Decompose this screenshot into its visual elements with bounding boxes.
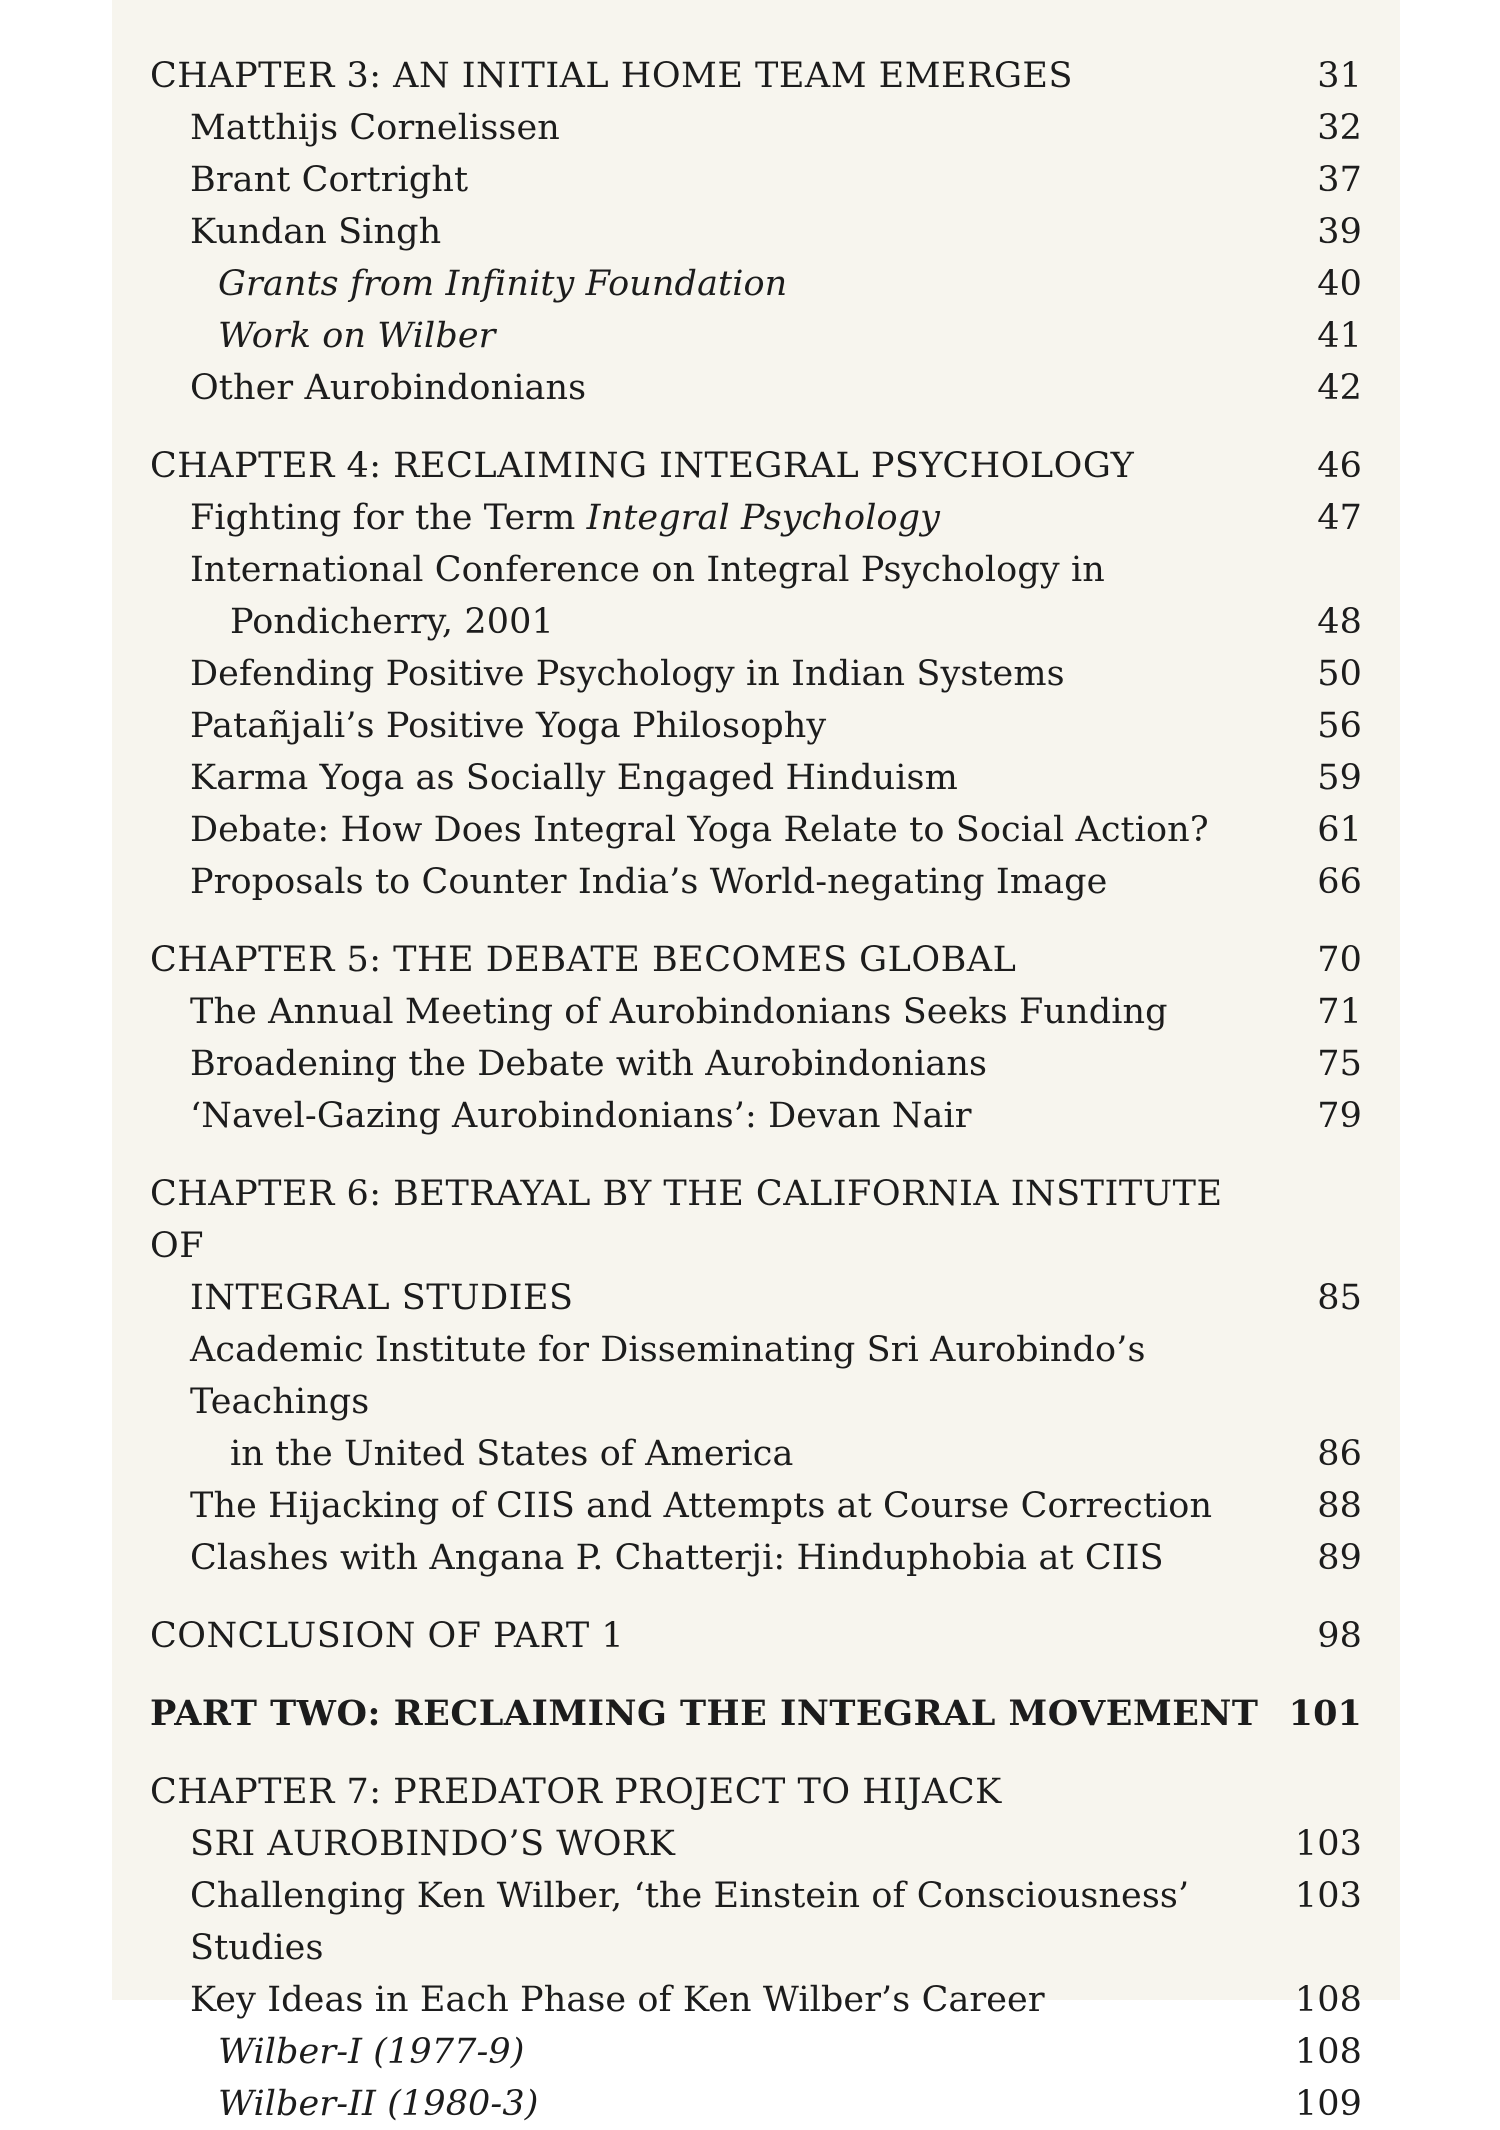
toc-subitem[interactable] <box>150 2078 1362 2130</box>
toc-item-line2[interactable] <box>150 596 1362 648</box>
item-title: The Annual Meeting of Aurobindonians Seeks Funding <box>190 992 1168 1032</box>
item-title: Academic Institute for Disseminating Sri Aurobindo’s Teachings <box>190 1330 1146 1422</box>
toc-item[interactable] <box>150 856 1362 908</box>
toc-item[interactable] <box>150 752 1362 804</box>
page-number: 86 <box>1317 1434 1362 1474</box>
item-title: Debate: How Does Integral Yoga Relate to Social Action? <box>190 810 1209 850</box>
page-number: 47 <box>1317 498 1362 538</box>
toc-item[interactable] <box>150 1974 1362 2026</box>
page-number: 85 <box>1317 1278 1362 1318</box>
toc-chapter-4[interactable] <box>150 440 1362 492</box>
item-title: Karma Yoga as Socially Engaged Hinduism <box>190 758 958 798</box>
page-number: 101 <box>1288 1693 1362 1734</box>
toc-chapter-3[interactable] <box>150 50 1362 102</box>
item-title: Clashes with Angana P. Chatterji: Hinduphobia at CIIS <box>190 1538 1164 1578</box>
toc-part-two[interactable] <box>150 1688 1362 1740</box>
page-number: 71 <box>1317 992 1362 1032</box>
item-title: Defending Positive Psychology in Indian Systems <box>190 654 1065 694</box>
toc-item[interactable] <box>150 206 1362 258</box>
toc-item[interactable] <box>150 648 1362 700</box>
item-title: Brant Cortright <box>190 160 469 200</box>
toc-chapter-7-line1[interactable] <box>150 1766 1362 1818</box>
toc-subitem[interactable] <box>150 2026 1362 2078</box>
item-title: ‘Navel-Gazing Aurobindonians’: Devan Nair <box>190 1096 972 1136</box>
page-number: 108 <box>1294 1980 1362 2020</box>
chapter-title: CHAPTER 4: RECLAIMING INTEGRAL PSYCHOLOGY <box>150 446 1135 486</box>
toc-item[interactable] <box>150 1532 1362 1584</box>
page-number: 108 <box>1294 2032 1362 2072</box>
subitem-title: Grants from Infinity Foundation <box>218 264 788 304</box>
toc-item[interactable] <box>150 1480 1362 1532</box>
item-title-continued: in the United States of America <box>230 1434 794 1474</box>
section-gap <box>150 1740 1362 1766</box>
page-number: 61 <box>1317 810 1362 850</box>
page-number: 41 <box>1317 316 1362 356</box>
page-number: 89 <box>1317 1538 1362 1578</box>
toc-subitem[interactable] <box>150 258 1362 310</box>
table-of-contents <box>150 50 1362 2130</box>
page-number: 37 <box>1317 160 1362 200</box>
item-title-italic: Integral Psychology <box>586 498 941 538</box>
page-number: 32 <box>1317 108 1362 148</box>
toc-item-line2[interactable] <box>150 1428 1362 1480</box>
chapter-title: CHAPTER 6: BETRAYAL BY THE CALIFORNIA INSTITUTE OF <box>150 1174 1223 1266</box>
chapter-title-continued: INTEGRAL STUDIES <box>190 1278 574 1318</box>
section-gap <box>150 908 1362 934</box>
section-gap <box>150 414 1362 440</box>
item-title: Other Aurobindonians <box>190 368 587 408</box>
page-number: 109 <box>1294 2084 1362 2124</box>
subitem-title: Wilber-II (1980-3) <box>218 2084 539 2124</box>
item-title: Broadening the Debate with Aurobindonians <box>190 1044 988 1084</box>
chapter-title-continued: SRI AUROBINDO’S WORK <box>190 1824 676 1864</box>
page-number: 75 <box>1317 1044 1362 1084</box>
toc-item[interactable] <box>150 804 1362 856</box>
toc-item[interactable] <box>150 986 1362 1038</box>
toc-item[interactable] <box>150 1090 1362 1142</box>
toc-item[interactable] <box>150 1870 1362 1974</box>
subitem-title: Wilber-I (1977-9) <box>218 2032 525 2072</box>
page-number: 103 <box>1294 1824 1362 1864</box>
section-gap <box>150 1662 1362 1688</box>
section-gap <box>150 1584 1362 1610</box>
conclusion-title: CONCLUSION OF PART 1 <box>150 1616 625 1656</box>
chapter-title: CHAPTER 3: AN INITIAL HOME TEAM EMERGES <box>150 56 1073 96</box>
page-number: 79 <box>1317 1096 1362 1136</box>
toc-conclusion[interactable] <box>150 1610 1362 1662</box>
item-title: Challenging Ken Wilber, ‘the Einstein of Consciousness’ Studies <box>190 1876 1190 1968</box>
subitem-title: Work on Wilber <box>218 316 496 356</box>
toc-item[interactable] <box>150 362 1362 414</box>
page-number: 50 <box>1317 654 1362 694</box>
toc-item-line1[interactable] <box>150 544 1362 596</box>
page-number: 46 <box>1317 446 1362 486</box>
item-title-prefix: Fighting for the Term <box>190 498 587 538</box>
page-number: 48 <box>1317 602 1362 642</box>
page-number: 70 <box>1317 940 1362 980</box>
toc-chapter-6-line1[interactable] <box>150 1168 1362 1272</box>
item-title <box>150 492 1272 544</box>
part-title: PART TWO: RECLAIMING THE INTEGRAL MOVEMENT <box>150 1693 1259 1734</box>
section-gap <box>150 1142 1362 1168</box>
page-number: 88 <box>1317 1486 1362 1526</box>
toc-chapter-7-line2[interactable] <box>150 1818 1362 1870</box>
page-number: 42 <box>1317 368 1362 408</box>
item-title: Key Ideas in Each Phase of Ken Wilber’s Career <box>190 1980 1045 2020</box>
chapter-title: CHAPTER 5: THE DEBATE BECOMES GLOBAL <box>150 940 1017 980</box>
page-number: 103 <box>1294 1876 1362 1916</box>
item-title: Patañjali’s Positive Yoga Philosophy <box>190 706 827 746</box>
toc-page <box>112 0 1400 2124</box>
item-title: Proposals to Counter India’s World-negating Image <box>190 862 1108 902</box>
item-title-continued: Pondicherry, 2001 <box>230 602 554 642</box>
toc-item[interactable] <box>150 1038 1362 1090</box>
toc-subitem[interactable] <box>150 310 1362 362</box>
page-number: 66 <box>1317 862 1362 902</box>
page-number: 40 <box>1317 264 1362 304</box>
page-number: 98 <box>1317 1616 1362 1656</box>
item-title: Matthijs Cornelissen <box>190 108 560 148</box>
page-number: 59 <box>1317 758 1362 798</box>
toc-chapter-6-line2[interactable] <box>150 1272 1362 1324</box>
page-number: 56 <box>1317 706 1362 746</box>
toc-chapter-5[interactable] <box>150 934 1362 986</box>
toc-item[interactable] <box>150 102 1362 154</box>
toc-item[interactable] <box>150 700 1362 752</box>
toc-item[interactable] <box>150 492 1362 544</box>
page-number: 31 <box>1317 56 1362 96</box>
chapter-title: CHAPTER 7: PREDATOR PROJECT TO HIJACK <box>150 1772 1002 1812</box>
page-number: 39 <box>1317 212 1362 252</box>
item-title: International Conference on Integral Psychology in <box>190 550 1105 590</box>
toc-item[interactable] <box>150 154 1362 206</box>
toc-item-line1[interactable] <box>150 1324 1362 1428</box>
item-title: The Hijacking of CIIS and Attempts at Course Correction <box>190 1486 1213 1526</box>
item-title: Kundan Singh <box>190 212 442 252</box>
